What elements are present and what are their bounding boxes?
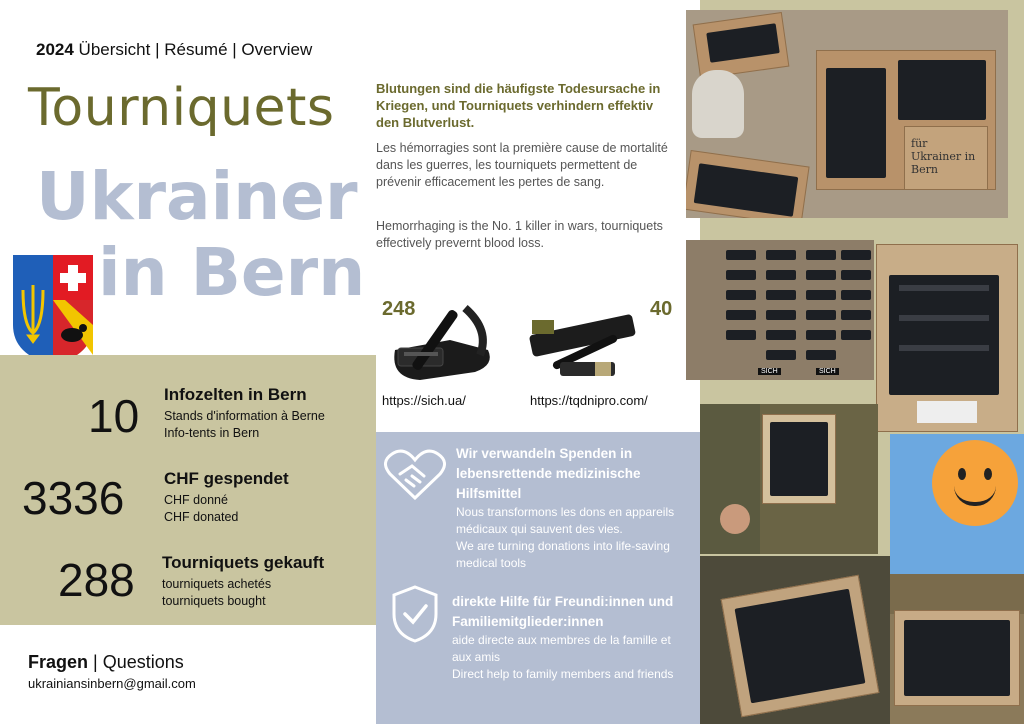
- photo-boxes-with-cat: [686, 10, 1008, 218]
- stat-heading: Infozelten in Bern: [164, 385, 307, 404]
- stat-number: 10: [88, 390, 140, 442]
- photo-box-held: [700, 556, 890, 724]
- mission-1-english: We are turning donations into life-saving medical tools: [456, 539, 670, 570]
- contact-email[interactable]: ukrainiansinbern@gmail.com: [28, 676, 196, 691]
- stat-en: CHF donated: [164, 510, 239, 524]
- stat-bought: [58, 553, 135, 607]
- overview-heading: [36, 40, 312, 60]
- sich-tourniquet-image: [380, 300, 500, 385]
- mission-1-heading: Wir verwandeln Spenden in lebensrettende medizinische Hilfsmittel: [456, 446, 641, 501]
- stat-tents-text: [164, 385, 369, 442]
- sich-tag: SICH: [816, 368, 839, 375]
- stat-fr: Stands d'information à Berne: [164, 409, 325, 423]
- fragen-label: Fragen: [28, 652, 89, 672]
- overview-label: Übersicht | Résumé | Overview: [73, 40, 313, 59]
- stat-fr: CHF donné: [164, 493, 228, 507]
- photo-person-emoji: [890, 434, 1024, 724]
- stats-panel: [0, 355, 376, 625]
- cat-figure: [692, 70, 744, 138]
- stat-en: tourniquets bought: [162, 594, 266, 608]
- photo-tourniquet-rows: [686, 240, 874, 380]
- stat-fr: tourniquets achetés: [162, 577, 272, 591]
- stat-tents: [88, 389, 139, 443]
- tqdnipro-tourniquet-image: [520, 300, 650, 385]
- year-label: 2024: [36, 40, 74, 59]
- intro-english: Hemorrhaging is the No. 1 killer in wars, tourniquets effectively prevernt blood loss.: [376, 219, 663, 250]
- intro-french: Les hémorragies sont la première cause de mortalité dans les guerres, les tourniquets permettent de prévenir efficacement les pertes de sang.: [376, 141, 668, 189]
- questions-label: Questions: [102, 652, 184, 672]
- product-count-tqdnipro: 40: [650, 298, 673, 320]
- smiley-face-icon: [932, 440, 1018, 526]
- product-count-sich: 248: [382, 298, 416, 320]
- org-name-line2: in Bern: [98, 234, 366, 311]
- handshake-heart-icon: [384, 448, 446, 500]
- mission-1-french: Nous transformons les dons en appareils médicaux qui sauvent des vies.: [456, 505, 675, 536]
- org-name-line1: Ukrainer: [36, 158, 358, 235]
- intro-german: Blutungen sind die häufigste Todesursache in Kriegen, und Tourniquets verhindern effektiv den Blutverlust.: [376, 81, 661, 130]
- stat-heading: Tourniquets gekauft: [162, 553, 325, 572]
- stat-bought-text: [162, 553, 372, 610]
- sich-tag: SICH: [758, 368, 781, 375]
- page-title: Tourniquets: [28, 78, 335, 138]
- box-label: für Ukrainer in Bern: [904, 126, 988, 190]
- stat-donated: [22, 471, 124, 525]
- crest-logo: [13, 255, 93, 365]
- mission-2-english: Direct help to family members and friends: [452, 667, 674, 681]
- photo-soldier-box: [700, 404, 878, 554]
- shield-check-icon: [390, 584, 440, 644]
- stat-number: 3336: [22, 472, 125, 524]
- stat-heading: CHF gespendet: [164, 469, 289, 488]
- stat-donated-text: [164, 469, 369, 526]
- questions-heading: Fragen | Questions: [28, 652, 184, 672]
- stat-en: Info-tents in Bern: [164, 426, 260, 440]
- link-sich[interactable]: https://sich.ua/: [382, 393, 466, 408]
- link-tqdnipro[interactable]: https://tqdnipro.com/: [530, 393, 648, 408]
- mission-2-heading: direkte Hilfe für Freundi:innen und Familiemitglieder:innen: [452, 594, 674, 629]
- photo-open-box: [876, 244, 1018, 432]
- stat-number: 288: [58, 554, 135, 606]
- mission-2-french: aide directe aux membres de la famille et aux amis: [452, 633, 671, 664]
- mission-panel: [376, 432, 700, 724]
